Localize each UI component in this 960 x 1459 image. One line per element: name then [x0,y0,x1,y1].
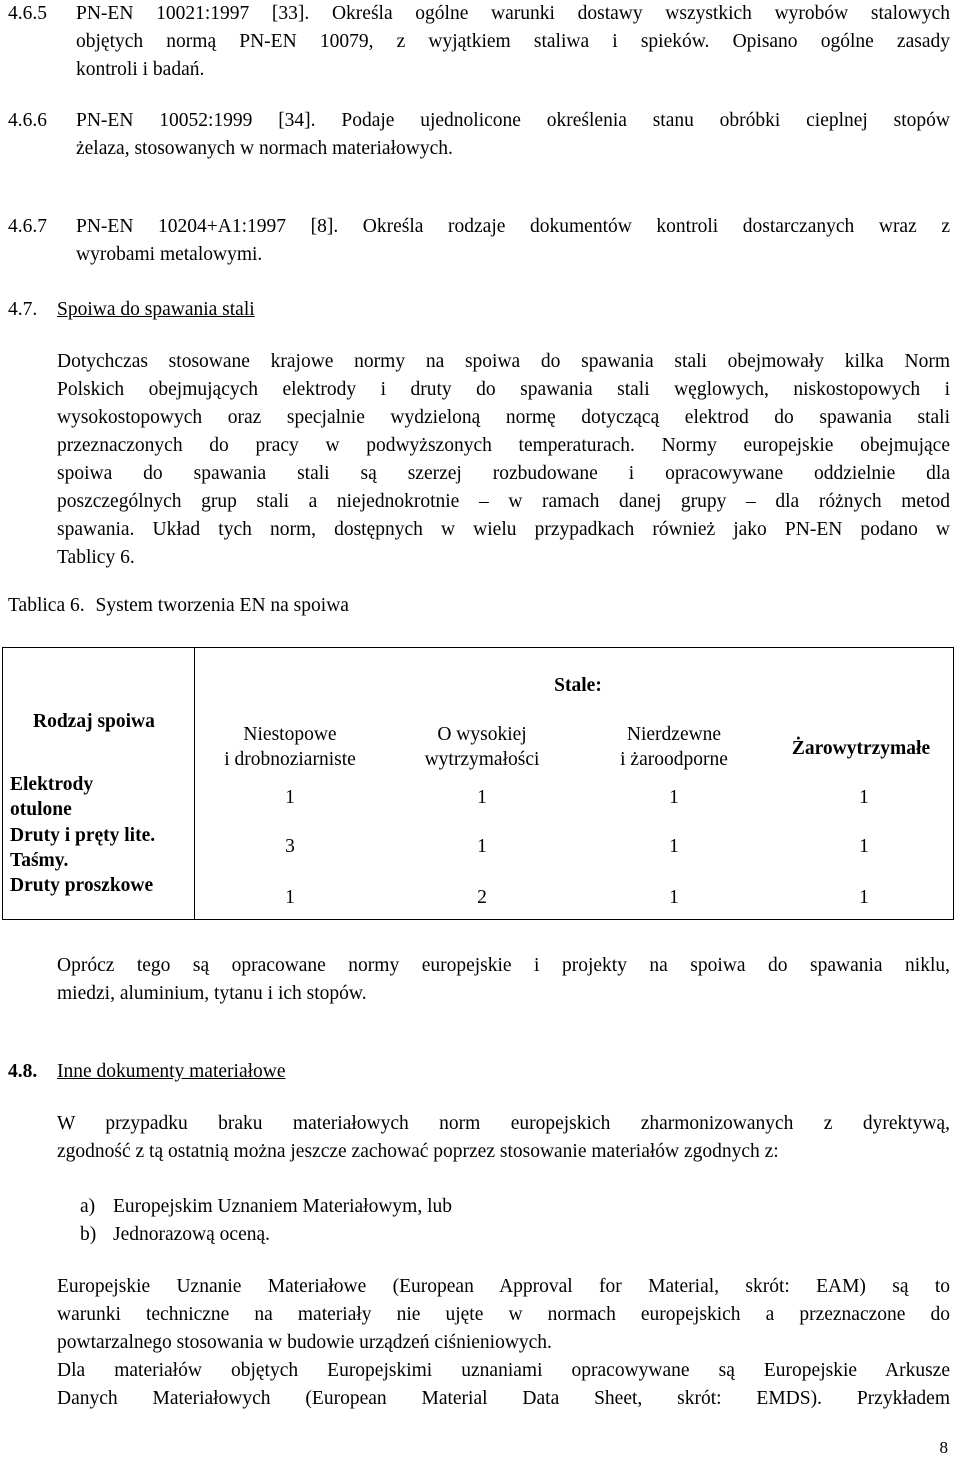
text-line: Europejskie Uznanie Materiałowe (European Approval for Material, skrót: EAM) są to [57,1276,950,1297]
page-number: 8 [939,1438,948,1457]
section-number: 4.8. [8,1061,38,1082]
list-marker: a) [80,1196,96,1217]
text-line: PN-EN 10021:1997 [33]. Określa ogólne warunki dostawy wszystkich wyrobów stalowych [76,3,950,24]
column-header [387,722,577,772]
table-divider [194,648,195,919]
column-header-line: i żaroodporne [620,749,728,770]
text-line: Polskich obejmujących elektrody i druty do spawania stali węglowych, niskostopowych i [57,379,950,400]
column-header [579,722,769,772]
section-title: Inne dokumenty materiałowe [57,1061,286,1082]
text-line: przeznaczonych do pracy w podwyższonych temperaturach. Normy europejskie obejmujące [57,435,950,456]
text-line: wyrobami metalowymi. [76,244,263,265]
section-number: 4.7. [8,299,38,320]
text-line: Tablicy 6. [57,547,135,568]
list [0,1193,960,1249]
row-label-line: Druty proszkowe [10,875,154,896]
section-4-7-paragraph [57,348,950,572]
table-caption-title: System tworzenia EN na spoiwa [95,595,349,616]
text-line: żelaza, stosowanych w normach materiałowych. [76,138,453,159]
table-cell: 1 [859,787,869,808]
list-text: Jednorazową oceną. [113,1224,270,1245]
table-cell: 1 [477,836,487,857]
list-item [0,1221,960,1249]
text-line: PN-EN 10052:1999 [34]. Podaje ujednolicone określenia stanu obróbki cieplnej stopów [76,110,950,131]
row-label-line: Elektrody [10,774,94,795]
section-text [76,107,950,163]
section-number: 4.6.5 [8,3,47,24]
table-cell: 1 [669,787,679,808]
table-caption [8,592,349,620]
table-cell: 3 [285,836,295,857]
row-label [10,823,155,873]
column-header [195,722,385,772]
section-text [76,0,950,84]
text-line: spoiwa do spawania stali są szerzej rozbudowane i opracowywane oddzielnie dla [57,463,950,484]
section-4-8-paragraph-1 [57,1110,950,1166]
table-cell: 1 [859,836,869,857]
text-line: warunki techniczne na materiały nie ujęte w normach europejskich a przeznaczone do [57,1304,950,1325]
table-cell: 1 [477,787,487,808]
row-label-line: otulone [10,799,72,820]
table-cell: 1 [669,887,679,908]
list-text: Europejskim Uznaniem Materiałowym, lub [113,1196,453,1217]
spoiwa-table [2,647,954,920]
text-line: objętych normą PN-EN 10079, z wyjątkiem staliwa i spieków. Opisano ogólne zasady [76,31,950,52]
text-line: Dotychczas stosowane krajowe normy na spoiwa do spawania stali obejmowały kilka Norm [57,351,950,372]
text-line: miedzi, aluminium, tytanu i ich stopów. [57,983,367,1004]
column-header-line: Żarowytrzymałe [791,738,931,759]
row-label-line: Druty i pręty lite. [10,825,156,846]
text-line: kontroli i badań. [76,59,205,80]
text-line: powtarzalnego stosowania w budowie urządzeń ciśnieniowych. [57,1332,552,1353]
text-line: W przypadku braku materiałowych norm europejskich zharmonizowanych z dyrektywą, [57,1113,950,1134]
column-header-line: Niestopowe [243,724,337,745]
text-line: wysokostopowych oraz specjalnie wydzieloną normę dotyczącą elektrod do spawania stali [57,407,950,428]
section-4-8-paragraph-2 [57,1273,950,1413]
section-number: 4.6.6 [8,110,47,131]
column-header-line: Nierdzewne [626,724,722,745]
table-cell: 2 [477,887,487,908]
text-line: PN-EN 10204+A1:1997 [8]. Określa rodzaje dokumentów kontroli dostarczanych wraz z [76,216,950,237]
row-label [10,772,93,822]
row-header-label: Rodzaj spoiwa [33,711,155,732]
column-header-line: i drobnoziarniste [224,749,356,770]
text-line: poszczególnych grup stali a niejednokrotnie – w ramach danej grupy – dla różnych metod [57,491,950,512]
text-line: Dla materiałów objętych Europejskimi uznaniami opracowywane są Europejskie Arkusze [57,1360,950,1381]
table-cell: 1 [285,887,295,908]
column-header-line: wytrzymałości [424,749,540,770]
table-cell: 1 [285,787,295,808]
column-header-line: O wysokiej [437,724,527,745]
list-item [0,1193,960,1221]
table-cell: 1 [859,887,869,908]
list-marker: b) [80,1224,97,1245]
row-label-line: Taśmy. [10,850,69,871]
section-text [76,213,950,269]
section-title: Spoiwa do spawania stali [57,299,255,320]
column-header [768,736,954,761]
text-line: zgodność z tą ostatnią można jeszcze zachować poprzez stosowanie materiałów zgodnych z: [57,1141,779,1162]
text-line: spawania. Układ tych norm, dostępnych w wielu przypadkach również jako PN-EN podano w [57,519,950,540]
after-table-paragraph [57,952,950,1008]
table-caption-number: Tablica 6. [8,595,85,616]
text-line: Danych Materiałowych (European Material Data Sheet, skrót: EMDS). Przykładem [57,1388,950,1409]
table-cell: 1 [669,836,679,857]
text-line: Oprócz tego są opracowane normy europejskie i projekty na spoiwa do spawania niklu, [57,955,950,976]
section-number: 4.6.7 [8,216,47,237]
header-group-label: Stale: [554,675,602,696]
row-label [10,873,153,898]
